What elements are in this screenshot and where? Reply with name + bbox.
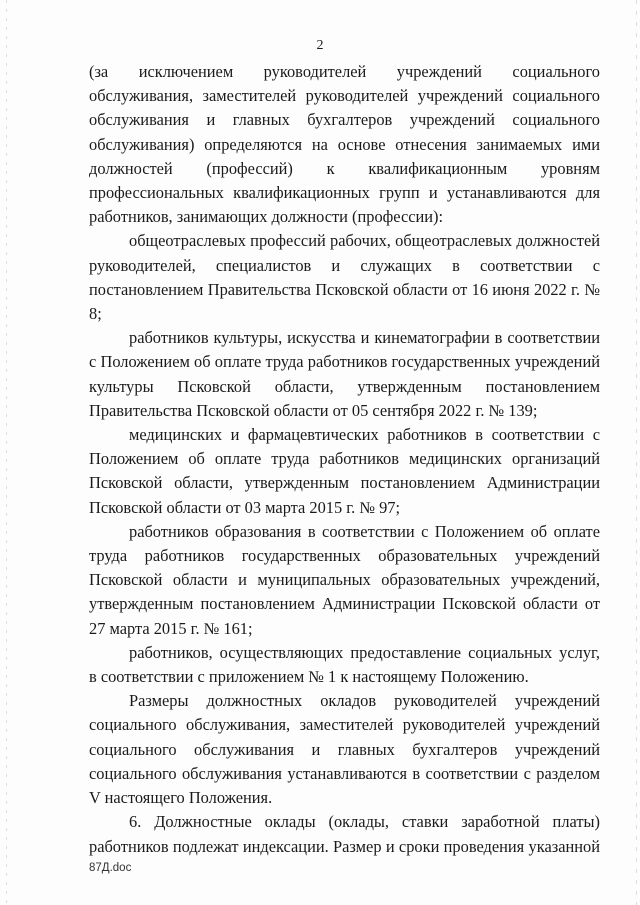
scan-edge-left bbox=[6, 0, 7, 905]
file-name-footer: 87Д.doc bbox=[89, 862, 132, 874]
paragraph-general-professions: общеотраслевых профессий рабочих, общеотраслевых должностей руководителей, специалистов и служащих в соответствии с постановлением Правительства Псковской области от 16 июня 2022 г. № 8; bbox=[89, 231, 600, 324]
paragraph-education-workers: работников образования в соответствии с Положением об оплате труда работников государственных образовательных учреждений Псковской области и муниципальных образовательных учреждений, утвержденным постановлением Администрации Псковской области от 27 марта 2015 г. № 161; bbox=[89, 521, 600, 638]
paragraph-indexation: 6. Должностные оклады (оклады, ставки заработной платы) работников подлежат индексации. Размер и сроки проведения указанной bbox=[89, 812, 600, 856]
page-number: 2 bbox=[316, 38, 324, 53]
paragraph-medical-workers: медицинских и фармацевтических работников в соответствии с Положением об оплате труда работников медицинских организаций Псковской области, утвержденным постановлением Администрации Псковской области от 03 марта 2015 г. № 97; bbox=[89, 425, 600, 517]
scan-edge-right bbox=[636, 0, 637, 905]
document-body bbox=[89, 60, 600, 859]
paragraph-salary-sizes: Размеры должностных окладов руководителей учреждений социального обслуживания, заместителей руководителей учреждений социального обслуживания и главных бухгалтеров учреждений социального обслуживания устанавливаются в соответствии с разделом V настоящего Положения. bbox=[89, 691, 600, 808]
paragraph-culture-workers: работников культуры, искусства и кинематографии в соответствии с Положением об оплате труда работников государственных учреждений культуры Псковской области, утвержденным постановлением Правительства Псковской области от 05 сентября 2022 г. № 139; bbox=[89, 328, 600, 420]
paragraph-social-services-workers: работников, осуществляющих предоставление социальных услуг, в соответствии с приложением № 1 к настоящему Положению. bbox=[89, 642, 600, 687]
paragraph-continuation: (за исключением руководителей учреждений социального обслуживания, заместителей руководителей учреждений социального обслуживания и главных бухгалтеров учреждений социального обслуживания) определяются на основе отнесения занимаемых ими должностей (профессий) к квалификационным уровням профессиональных квалификационных групп и устанавливаются для работников, занимающих должности (профессии): bbox=[89, 62, 600, 227]
